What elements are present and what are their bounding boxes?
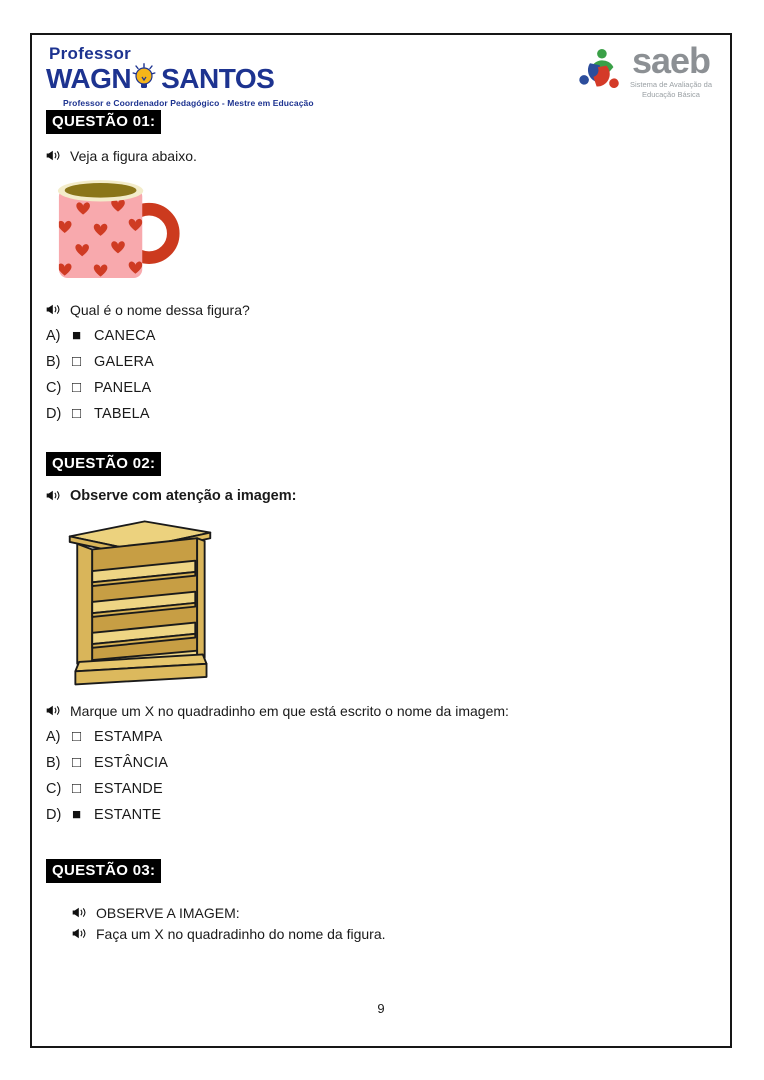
answer-checkbox: ■ [72, 327, 82, 344]
saeb-wordmark: saeb [631, 40, 711, 81]
option-label: ESTANDE [94, 780, 163, 797]
brand-name [46, 63, 314, 95]
q2-option-b [46, 755, 716, 771]
q2-question-line [46, 703, 716, 719]
q1-question-text: Qual é o nome dessa figura? [70, 301, 250, 318]
q3-line-2 [72, 926, 716, 942]
saeb-logo [577, 40, 712, 100]
q2-option-c [46, 781, 716, 797]
saeb-subtitle-line2: Educação Básica [642, 89, 700, 99]
answer-checkbox: □ [72, 754, 82, 771]
q2-options [46, 729, 716, 823]
question-1-title: QUESTÃO 01: [46, 110, 161, 134]
saeb-people-icon [577, 47, 623, 100]
option-letter: B) [46, 754, 61, 771]
q3-line-1-text: OBSERVE A IMAGEM: [96, 904, 240, 921]
mug-figure [56, 177, 716, 292]
bookshelf-figure [64, 512, 716, 695]
q1-intro-line [46, 148, 716, 164]
q2-option-a [46, 729, 716, 745]
brand-name-left: WAGN [46, 63, 132, 94]
q3-line-1 [72, 905, 716, 921]
question-1-section [46, 110, 716, 134]
option-letter: A) [46, 728, 61, 745]
option-letter: D) [46, 806, 62, 823]
speaker-icon [46, 149, 61, 162]
q1-intro-text: Veja a figura abaixo. [70, 147, 197, 164]
q3-lines [72, 905, 716, 942]
option-letter: A) [46, 327, 61, 344]
q1-option-a [46, 328, 716, 344]
q1-option-d [46, 406, 716, 422]
option-label: GALERA [94, 353, 155, 370]
brand-tagline: Professor e Coordenador Pedagógico - Mestre em Educação [63, 98, 314, 108]
answer-checkbox: □ [72, 728, 82, 745]
saeb-wordmark-block [630, 40, 712, 99]
page-number: 9 [377, 1001, 385, 1016]
professor-wagno-logo [46, 43, 314, 108]
answer-checkbox: □ [72, 379, 82, 396]
question-2-section [46, 452, 716, 476]
saeb-subtitle [630, 80, 712, 100]
question-2-title: QUESTÃO 02: [46, 452, 161, 476]
option-label: PANELA [94, 379, 152, 396]
page-border [30, 33, 732, 1048]
option-label: ESTÂNCIA [94, 754, 169, 771]
answer-checkbox: □ [72, 405, 82, 422]
q2-intro-text: Observe com atenção a imagem: [70, 487, 297, 504]
brand-top-text: Professor [49, 44, 132, 63]
option-letter: C) [46, 379, 62, 396]
option-letter: D) [46, 405, 62, 422]
q3-line-2-text: Faça um X no quadradinho do nome da figura. [96, 925, 386, 942]
saeb-subtitle-line1: Sistema de Avaliação da [630, 79, 712, 89]
q1-question-line [46, 302, 716, 318]
answer-checkbox: ■ [72, 806, 82, 823]
lightbulb-icon [132, 63, 156, 95]
q2-option-d [46, 807, 716, 823]
option-letter: B) [46, 353, 61, 370]
speaker-icon [72, 906, 87, 919]
q1-option-c [46, 380, 716, 396]
q2-intro-line [46, 488, 716, 504]
question-3-section [46, 859, 716, 883]
option-label: ESTANTE [94, 806, 162, 823]
option-letter: C) [46, 780, 62, 797]
brand-name-right: SANTOS [161, 63, 275, 94]
speaker-icon [46, 704, 61, 717]
option-label: ESTAMPA [94, 728, 163, 745]
option-label: TABELA [94, 405, 150, 422]
speaker-icon [46, 303, 61, 316]
answer-checkbox: □ [72, 353, 82, 370]
option-label: CANECA [94, 327, 156, 344]
speaker-icon [46, 489, 61, 502]
page-content [32, 35, 730, 1046]
header [46, 40, 716, 108]
answer-checkbox: □ [72, 780, 82, 797]
q2-question-text: Marque um X no quadradinho em que está escrito o nome da imagem: [70, 702, 509, 719]
q1-option-b [46, 354, 716, 370]
question-3-title: QUESTÃO 03: [46, 859, 161, 883]
speaker-icon [72, 927, 87, 940]
q1-options [46, 328, 716, 422]
